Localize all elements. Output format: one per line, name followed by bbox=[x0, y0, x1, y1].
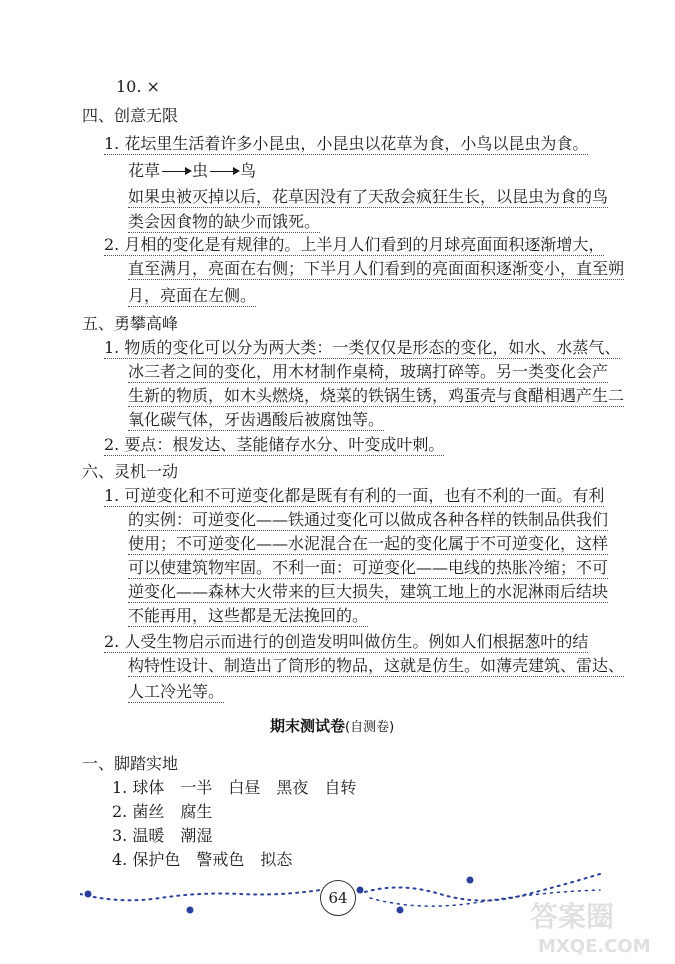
section-6-heading: 六、灵机一动 bbox=[82, 462, 179, 481]
item-10: 10. × bbox=[116, 77, 160, 96]
answer-6-2-cont-2: 人工冷光等。 bbox=[128, 682, 225, 701]
section-5-heading: 五、勇攀高峰 bbox=[82, 314, 179, 333]
answer-4-2-cont-2: 月，亮面在左侧。 bbox=[128, 286, 257, 305]
answer-6-2-cont-1: 构特性设计、制造出了筒形的物品，这就是仿生。如薄壳建筑、雷达、 bbox=[128, 656, 625, 675]
exam-title-sub: (自测卷) bbox=[345, 720, 395, 735]
answer-5-2: 2. 要点：根发达、茎能储存水分、叶变成叶刺。 bbox=[104, 435, 445, 454]
answer-4-2-cont-1: 直至满月，亮面在右侧；下半月人们看到的亮面面积逐渐变小，直至朔 bbox=[128, 259, 625, 278]
answer-5-1-cont-2: 生新的物质，如木头燃烧，烧菜的铁锅生锈，鸡蛋壳与食醋相遇产生二 bbox=[128, 386, 625, 405]
answer-6-1-cont-4: 逆变化——森林大火带来的巨大损失，建筑工地上的水泥淋雨后结块 bbox=[128, 582, 609, 601]
answer-6-1: 1. 可逆变化和不可逆变化都是既有有利的一面，也有不利的一面。有利 bbox=[104, 486, 605, 505]
answer-6-1-cont-2: 使用；不可逆变化——水泥混合在一起的变化属于不可逆变化，这样 bbox=[128, 534, 609, 553]
food-chain-bird: 鸟 bbox=[240, 161, 257, 180]
part-1-answer-2: 2. 菌丝 腐生 bbox=[112, 802, 213, 821]
answer-6-1-cont-5: 不能再用，这些都是无法挽回的。 bbox=[128, 606, 369, 625]
answer-6-1-cont-1: 的实例：可逆变化——铁通过变化可以做成各种各样的铁制品供我们 bbox=[128, 510, 609, 529]
answer-4-1-cont-2: 类会因食物的缺少而饿死。 bbox=[128, 212, 321, 231]
arrow-icon bbox=[162, 171, 190, 172]
answer-5-1-cont-1: 冰三者之间的变化，用木材制作桌椅，玻璃打碎等。另一类变化会产 bbox=[128, 362, 609, 381]
exam-title bbox=[270, 716, 394, 738]
food-chain-grass: 花草 bbox=[128, 161, 161, 180]
exam-title-main: 期末测试卷 bbox=[270, 717, 346, 735]
answer-4-2: 2. 月相的变化是有规律的。上半月人们看到的月球亮面面积逐渐增大， bbox=[104, 235, 605, 254]
part-1-heading: 一、脚踏实地 bbox=[82, 754, 179, 773]
answer-6-2: 2. 人受生物启示而进行的创造发明叫做仿生。例如人们根据葱叶的结 bbox=[104, 632, 589, 651]
watermark-logo bbox=[520, 892, 670, 960]
answer-6-1-cont-3: 可以使建筑物牢固。不利一面：可逆变化——电线的热胀冷缩；不可 bbox=[128, 558, 609, 577]
answer-4-1-cont-1: 如果虫被灭掉以后，花草因没有了天敌会疯狂生长，以昆虫为食的鸟 bbox=[128, 187, 609, 206]
part-1-answer-3: 3. 温暖 潮湿 bbox=[112, 826, 213, 845]
svg-text:MXQE.COM: MXQE.COM bbox=[538, 936, 651, 957]
part-1-answer-1: 1. 球体 一半 白昼 黑夜 自转 bbox=[112, 778, 357, 797]
food-chain-insect: 虫 bbox=[192, 161, 209, 180]
page-number: 64 bbox=[320, 880, 356, 916]
arrow-icon bbox=[210, 171, 238, 172]
answer-5-1: 1. 物质的变化可以分为两大类：一类仅仅是形态的变化，如水、水蒸气、 bbox=[104, 338, 621, 357]
svg-text:答案圈: 答案圈 bbox=[530, 900, 615, 933]
food-chain bbox=[128, 161, 256, 181]
part-1-answer-4: 4. 保护色 警戒色 拟态 bbox=[112, 850, 293, 869]
answer-4-1: 1. 花坛里生活着许多小昆虫，小昆虫以花草为食，小鸟以昆虫为食。 bbox=[104, 134, 589, 153]
answer-5-1-cont-3: 氧化碳气体，牙齿遇酸后被腐蚀等。 bbox=[128, 410, 385, 429]
section-4-heading: 四、创意无限 bbox=[82, 106, 179, 125]
